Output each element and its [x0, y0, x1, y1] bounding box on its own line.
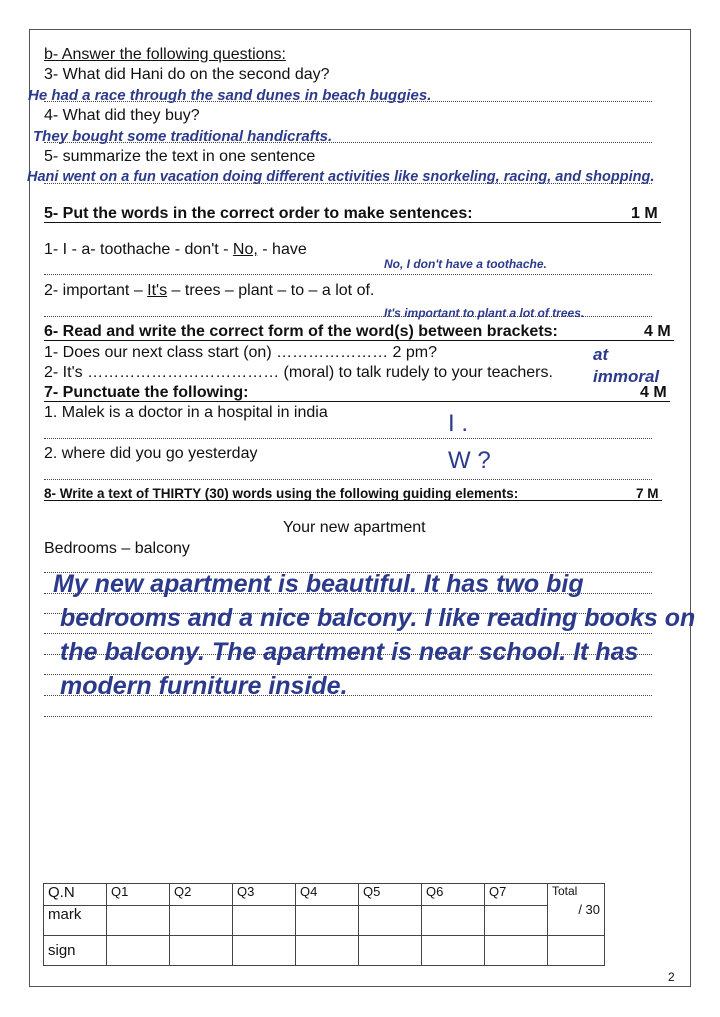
- table-header-cell: Q5: [359, 884, 422, 906]
- table-header-cell: Q6: [422, 884, 485, 906]
- section-6-heading: 6- Read and write the correct form of the word(s) between brackets:: [44, 323, 558, 340]
- mark-cell: [233, 906, 296, 936]
- handwritten-reorder-answer-2: It's important to plant a lot of trees.: [384, 306, 585, 320]
- brackets-question-2: 2- It's ……………………………… (moral) to talk rudely to your teachers.: [44, 364, 553, 381]
- reorder-line-1: [44, 274, 652, 275]
- handwritten-punctuate-answer-2: W ?: [448, 447, 491, 474]
- handwritten-answer-5: Hani went on a fun vacation doing different activities like snorkeling, racing, and shopping.: [27, 169, 655, 185]
- writing-topic: Your new apartment: [283, 519, 426, 536]
- handwritten-paragraph-line-4: modern furniture inside.: [60, 672, 348, 700]
- table-header-cell: Q7: [485, 884, 548, 906]
- mark-cell: [296, 906, 359, 936]
- guiding-elements: Bedrooms – balcony: [44, 540, 190, 557]
- handwritten-answer-4: They bought some traditional handicrafts.: [33, 128, 333, 145]
- punctuate-line-2: [44, 479, 652, 480]
- reorder-question-2: 2- important – It's – trees – plant – to – a lot of.: [44, 282, 375, 299]
- part-b-heading: b- Answer the following questions:: [44, 46, 286, 63]
- table-header-cell: Q.N: [44, 884, 107, 906]
- handwritten-answer-3: He had a race through the sand dunes in beach buggies.: [28, 87, 432, 104]
- handwritten-brackets-answer-1: at: [593, 345, 609, 364]
- question-3: 3- What did Hani do on the second day?: [44, 66, 330, 83]
- handwritten-brackets-answer-2: immoral: [593, 367, 660, 386]
- table-header-cell: Q2: [170, 884, 233, 906]
- section-7-heading: 7- Punctuate the following:: [44, 384, 249, 401]
- handwritten-paragraph-line-1: My new apartment is beautiful. It has two big: [53, 570, 584, 598]
- section-5-underline: [44, 222, 661, 223]
- handwritten-reorder-answer-1: No, I don't have a toothache.: [384, 257, 547, 271]
- mark-cell: [359, 906, 422, 936]
- sign-cell: [485, 936, 548, 966]
- handwritten-punctuate-answer-1: I .: [448, 410, 469, 437]
- handwritten-paragraph-line-3: the balcony. The apartment is near school. It has: [60, 638, 639, 666]
- section-5-heading: 5- Put the words in the correct order to make sentences:: [44, 205, 473, 222]
- section-6-underline: [44, 340, 674, 341]
- total-out-of: / 30: [578, 902, 600, 917]
- section-8-underline: [44, 500, 662, 501]
- mark-cell: [422, 906, 485, 936]
- section-7-marks: 4 M: [640, 384, 667, 401]
- table-header-cell: Q4: [296, 884, 359, 906]
- punctuate-line-1: [44, 438, 652, 439]
- reorder-question-1: 1- I - a- toothache - don't - No, - have: [44, 241, 307, 258]
- total-cell: [548, 884, 605, 936]
- total-label: Total: [552, 884, 578, 898]
- section-7-underline: [44, 401, 670, 402]
- sign-cell: [107, 936, 170, 966]
- section-6-marks: 4 M: [644, 323, 671, 340]
- punctuate-question-1: 1. Malek is a doctor in a hospital in india: [44, 404, 328, 421]
- section-8-marks: 7 M: [636, 486, 659, 501]
- sign-cell: [233, 936, 296, 966]
- mark-cell: [485, 906, 548, 936]
- table-header-cell: Q3: [233, 884, 296, 906]
- sign-label: sign: [44, 936, 107, 966]
- page-number: 2: [668, 970, 675, 984]
- section-8-heading: 8- Write a text of THIRTY (30) words using the following guiding elements:: [44, 486, 519, 501]
- brackets-question-1: 1- Does our next class start (on) ………………… 2 pm?: [44, 344, 437, 361]
- handwritten-paragraph-line-2: bedrooms and a nice balcony. I like reading books on: [60, 604, 696, 632]
- writing-line: [44, 633, 652, 634]
- writing-line: [44, 716, 652, 717]
- sign-cell: [296, 936, 359, 966]
- table-header-cell: Q1: [107, 884, 170, 906]
- sign-cell: [548, 936, 605, 966]
- mark-cell: [107, 906, 170, 936]
- section-5-marks: 1 M: [631, 205, 658, 222]
- mark-label: mark: [44, 906, 107, 936]
- sign-cell: [170, 936, 233, 966]
- sign-cell: [359, 936, 422, 966]
- question-4: 4- What did they buy?: [44, 107, 200, 124]
- question-5: 5- summarize the text in one sentence: [44, 148, 316, 165]
- score-table: [43, 883, 605, 966]
- punctuate-question-2: 2. where did you go yesterday: [44, 445, 258, 462]
- sign-cell: [422, 936, 485, 966]
- mark-cell: [170, 906, 233, 936]
